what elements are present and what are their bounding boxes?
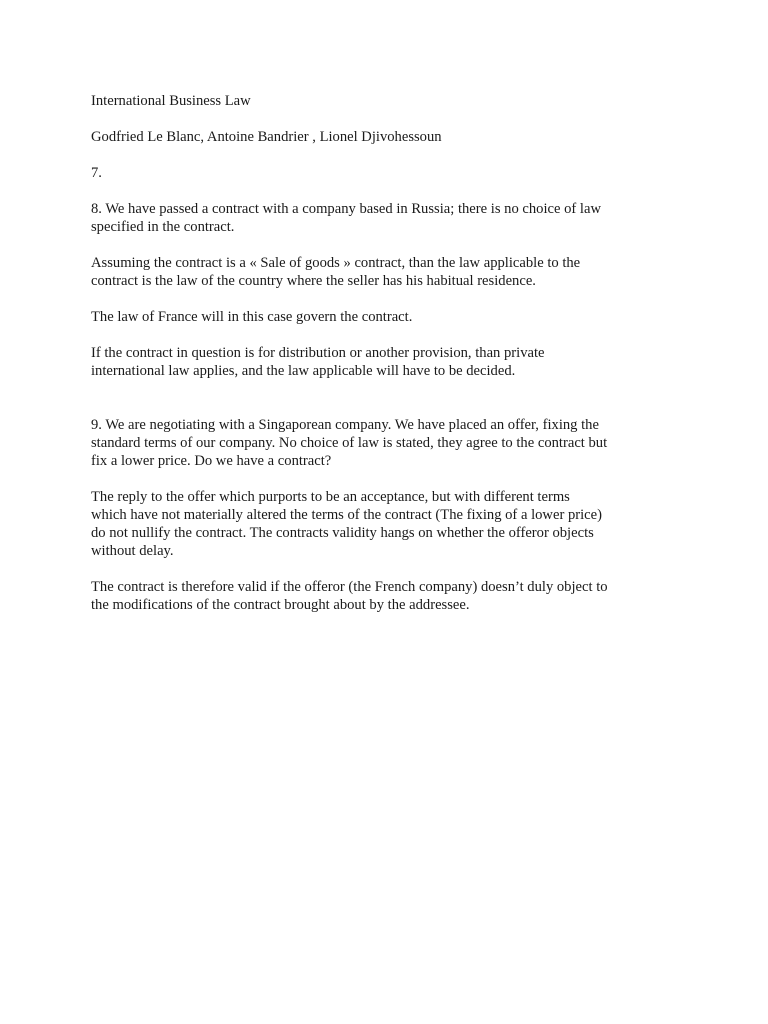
conclusion-paragraph [91, 578, 691, 614]
question-8-line: 8. We have passed a contract with a company based in Russia; there is no choice of law [91, 201, 601, 217]
question-8-line: specified in the contract. [91, 219, 235, 235]
paragraph-line: The contract is therefore valid if the offeror (the French company) doesn’t duly object to [91, 579, 608, 595]
question-8 [91, 200, 691, 236]
paragraph-line: without delay. [91, 543, 174, 559]
paragraph-line: the modifications of the contract brought about by the addressee. [91, 597, 470, 613]
sale-of-goods-paragraph [91, 254, 691, 290]
paragraph-line: international law applies, and the law applicable will have to be decided. [91, 363, 516, 379]
authors-text: Godfried Le Blanc, Antoine Bandrier , Lionel Djivohessoun [91, 129, 442, 145]
question-9-line: standard terms of our company. No choice of law is stated, they agree to the contract but [91, 435, 608, 451]
document-body [91, 92, 691, 632]
paragraph-line: If the contract in question is for distribution or another provision, than private [91, 345, 545, 361]
paragraph-line: Assuming the contract is a « Sale of goods » contract, than the law applicable to the [91, 255, 581, 271]
paragraph-line: contract is the law of the country where the seller has his habitual residence. [91, 273, 536, 289]
question-9 [91, 416, 691, 470]
reply-paragraph [91, 488, 691, 560]
paragraph-line: which have not materially altered the terms of the contract (The fixing of a lower price) [91, 507, 602, 523]
document-title [91, 92, 691, 110]
paragraph-line: The reply to the offer which purports to be an acceptance, but with different terms [91, 489, 570, 505]
authors-line [91, 128, 691, 146]
item-7 [91, 164, 691, 182]
paragraph-line: The law of France will in this case govern the contract. [91, 309, 413, 325]
title-line: International Business Law [91, 93, 251, 109]
item-7-text: 7. [91, 165, 102, 181]
question-9-line: fix a lower price. Do we have a contract? [91, 453, 332, 469]
question-9-line: 9. We are negotiating with a Singaporean company. We have placed an offer, fixing the [91, 417, 599, 433]
france-law-paragraph [91, 308, 691, 326]
distribution-paragraph [91, 344, 691, 380]
paragraph-line: do not nullify the contract. The contracts validity hangs on whether the offeror objects [91, 525, 594, 541]
